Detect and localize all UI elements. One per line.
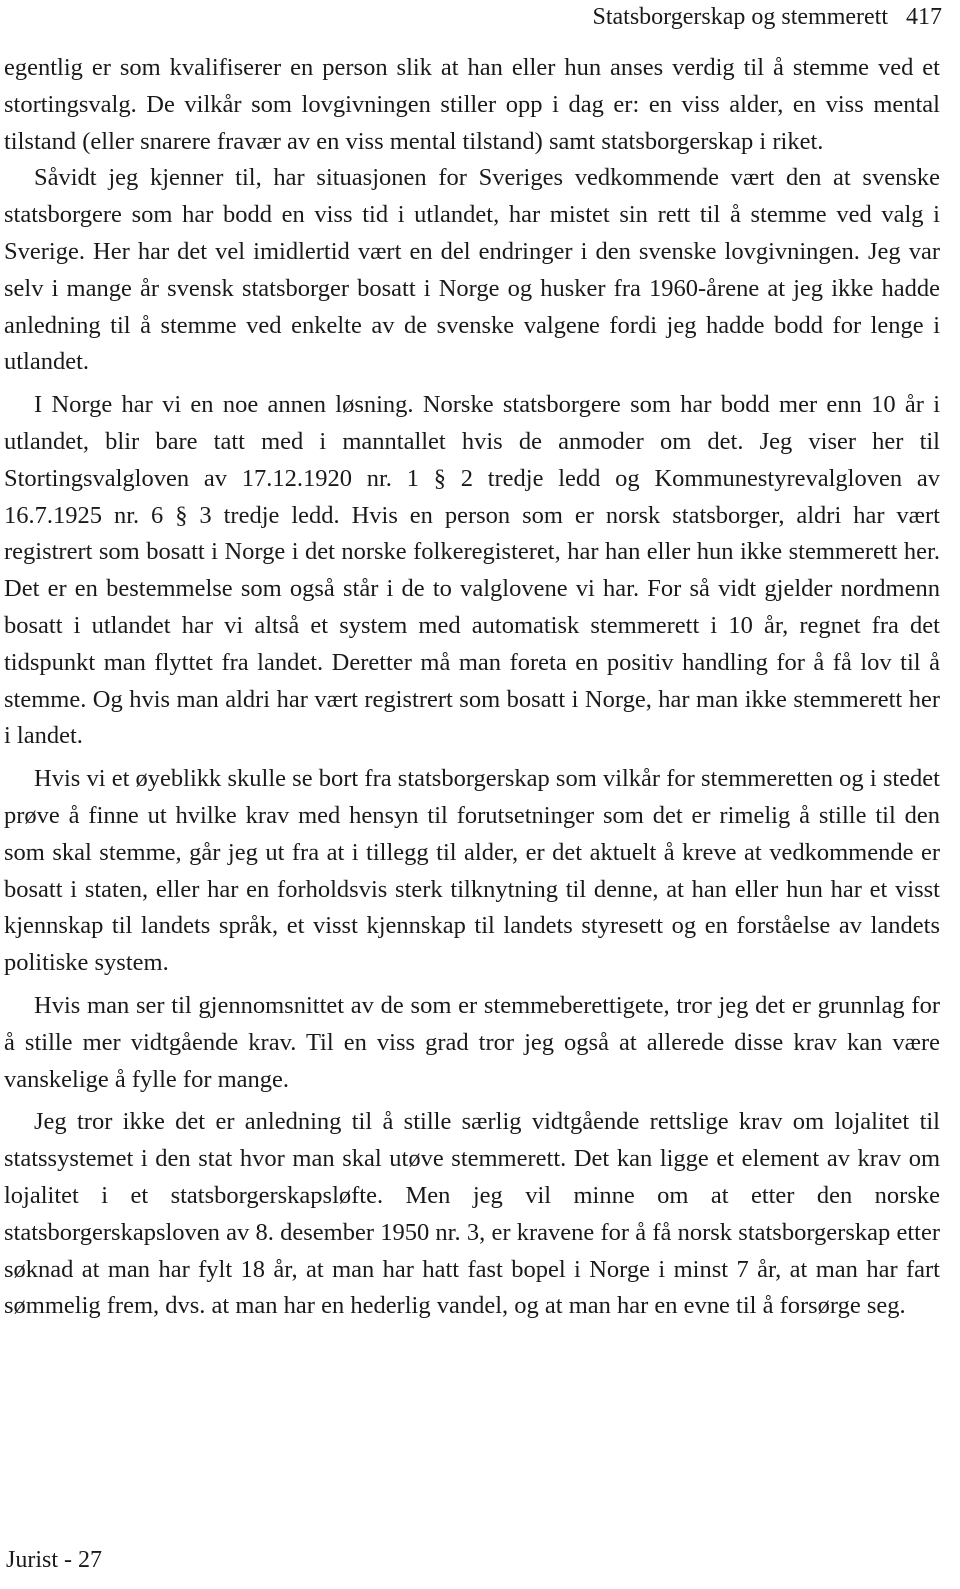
footer-signature: Jurist - 27: [6, 1547, 102, 1573]
paragraph-norway: I Norge har vi en noe annen løsning. Norske statsborgere som har bodd mer enn 10 år i utlandet, blir bare tatt med i manntallet hvis de anmoder om det. Jeg viser her til Stortingsvalgloven av 17.12.1920 nr. 1 § 2 tredje ledd og Kommunestyrevalgloven av 16.7.1925 nr. 6 § 3 tredje ledd. Hvis en person som er norsk statsborger, aldri har vært registrert som bosatt i Norge i det norske folkeregisteret, har han eller hun ikke stemmerett her. Det er en bestemmelse som også står i de to valglovene vi har. For så vidt gjelder nordmenn bosatt i utlandet har vi altså et system med automatisk stemmerett i 10 år, regnet fra det tidspunkt man flyttet fra landet. Deretter må man foreta en positiv handling for å få lov til å stemme. Og hvis man aldri har vært registrert som bosatt i Norge, har man ikke stemmerett her i landet.: [4, 391, 940, 750]
paragraph-average: Hvis man ser til gjennomsnittet av de som er stemmeberettigete, tror jeg det er grunnlag for å stille mer vidtgående krav. Til en viss grad tror jeg også at allerede disse krav kan være vanskelige å fylle for mange.: [4, 991, 940, 1093]
paragraph-sweden: Såvidt jeg kjenner til, har situasjonen for Sveriges vedkommende vært den at svenske statsborgere som har bodd en viss tid i utlandet, har mistet sin rett til å stemme ved valg i Sverige. Her har det vel imidlertid vært en del endringer i den svenske lovgivningen. Jeg var selv i mange år svensk statsborger bosatt i Norge og husker fra 1960-årene at jeg ikke hadde anledning til å stemme ved enkelte av de svenske valgene fordi jeg hadde bodd for lenge i utlandet.: [4, 164, 940, 376]
paragraph-requirements: Hvis vi et øyeblikk skulle se bort fra statsborgerskap som vilkår for stemmeretten og i stedet prøve å finne ut hvilke krav med hensyn til forutsetninger som det er rimelig å stille til den som skal stemme, går jeg ut fra at i tillegg til alder, er det aktuelt å kreve at vedkommende er bosatt i staten, eller har en forholdsvis sterk tilknytning til denne, at han eller hun har et visst kjennskap til landets språk, et visst kjennskap til landets styresett og en forståelse av landets politiske system.: [4, 765, 940, 977]
page-footer: [6, 1545, 102, 1575]
body-text: [4, 50, 940, 1325]
paragraph-loyalty: Jeg tror ikke det er anledning til å stille særlig vidtgående rettslige krav om lojalitet til statssystemet i den stat hvor man skal utøve stemmerett. Det kan ligge et element av krav om lojalitet i et statsborgerskapsløfte. Men jeg vil minne om at etter den norske statsborgerskapsloven av 8. desember 1950 nr. 3, er kravene for å få norsk statsborgerskap etter søknad at man har fylt 18 år, at man har hatt fast bopel i Norge i minst 7 år, at man har fart sømmelig frem, dvs. at man har en hederlig vandel, og at man har en evne til å forsørge seg.: [4, 1108, 940, 1320]
paragraph-continued: egentlig er som kvalifiserer en person slik at han eller hun anses verdig til å stemme ved et stortingsvalg. De vilkår som lovgivningen stiller opp i dag er: en viss alder, en viss mental tilstand (eller snarere fravær av en viss mental tilstand) samt statsborgerskap i riket.: [4, 54, 940, 155]
page-number: 417: [906, 4, 942, 30]
page-header: [593, 2, 943, 32]
running-title: Statsborgerskap og stemmerett: [592, 4, 888, 30]
